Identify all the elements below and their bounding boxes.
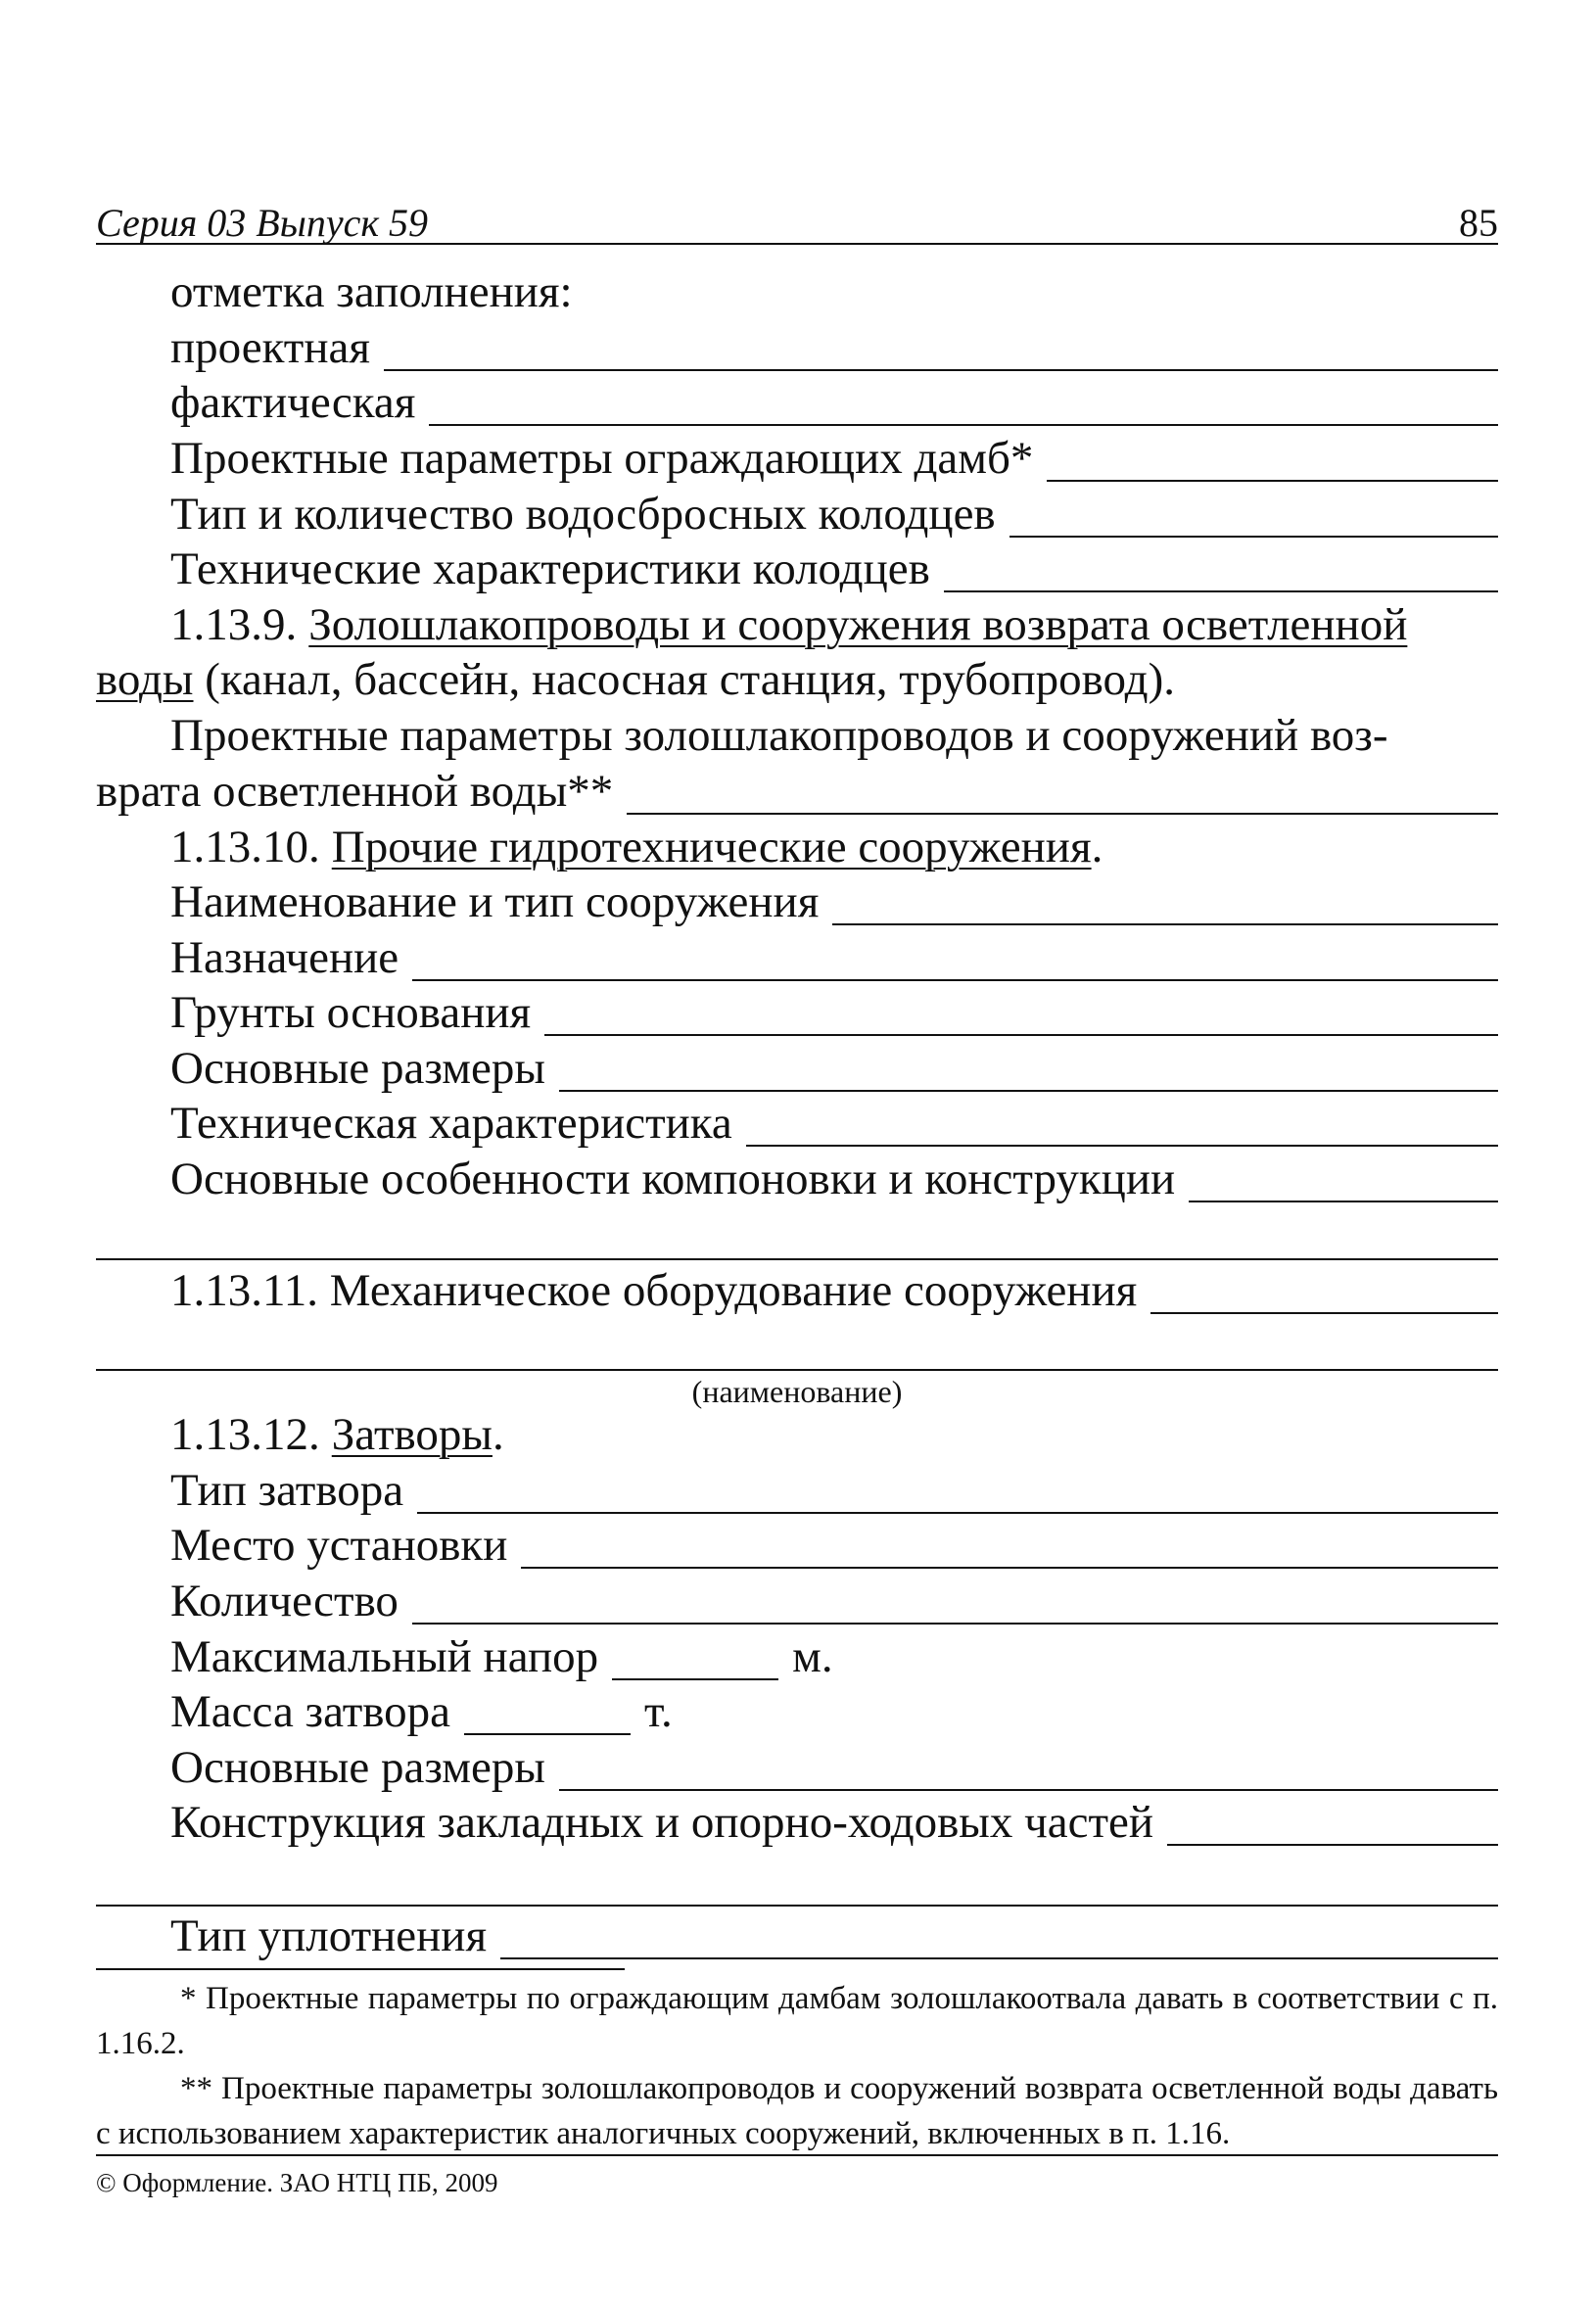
footnote-1-text: * Проектные параметры по ограждающим дамбам золошлакоотвала давать в соответствии с п. 1.16.2. bbox=[96, 1981, 1498, 2061]
install-place-blank bbox=[521, 1567, 1498, 1569]
gate-mass-line bbox=[170, 1688, 1498, 1745]
actual-line bbox=[170, 379, 1498, 436]
footnote-separator bbox=[96, 1968, 625, 1970]
fill-mark-line bbox=[170, 268, 1498, 325]
embedded-parts-line bbox=[170, 1799, 1498, 1856]
gate-mass-blank bbox=[464, 1733, 631, 1735]
layout-features-label: Основные особенности компоновки и конструкции bbox=[170, 1154, 1176, 1204]
embedded-parts-blank-line bbox=[96, 1905, 1498, 1907]
embedded-parts-blank bbox=[1167, 1844, 1498, 1846]
running-header bbox=[96, 192, 1498, 245]
name-type-line bbox=[170, 878, 1498, 935]
design-label: проектная bbox=[170, 322, 370, 373]
section-1-13-12-dot: . bbox=[492, 1409, 504, 1460]
pipes-params-line-2 bbox=[96, 768, 1498, 824]
soils-line bbox=[170, 989, 1498, 1046]
gate-dims-blank bbox=[559, 1789, 1498, 1791]
section-1-13-10-number: 1.13.10. bbox=[170, 822, 320, 872]
section-1-13-11-line bbox=[170, 1267, 1498, 1324]
main-dims-label: Основные размеры bbox=[170, 1043, 545, 1094]
section-1-13-12-heading bbox=[170, 1411, 1498, 1468]
section-1-13-11-blank bbox=[1150, 1312, 1498, 1314]
design-line bbox=[170, 324, 1498, 381]
section-1-13-10-dot: . bbox=[1091, 822, 1103, 872]
copyright-notice: © Оформление. ЗАО НТЦ ПБ, 2009 bbox=[96, 2168, 498, 2197]
footnote-2 bbox=[96, 2021, 1498, 2156]
install-place-line bbox=[170, 1522, 1498, 1578]
section-1-13-9-heading bbox=[170, 601, 1498, 658]
max-head-label: Максимальный напор bbox=[170, 1631, 599, 1682]
gate-type-line bbox=[170, 1467, 1498, 1524]
quantity-label: Количество bbox=[170, 1576, 399, 1626]
seal-type-line bbox=[170, 1912, 1498, 1969]
tech-char-blank bbox=[746, 1145, 1498, 1147]
dam-params-line bbox=[170, 435, 1498, 492]
pipes-params-label: Проектные параметры золошлакопроводов и сооружений воз- bbox=[170, 710, 1388, 761]
section-1-13-10-title: Прочие гидротехнические сооружения bbox=[331, 822, 1092, 872]
purpose-label: Назначение bbox=[170, 932, 399, 983]
quantity-blank bbox=[412, 1623, 1498, 1625]
wells-type-blank bbox=[1009, 536, 1498, 538]
actual-label: фактическая bbox=[170, 377, 416, 428]
layout-features-line bbox=[170, 1155, 1498, 1212]
wells-tech-label: Технические характеристики колодцев bbox=[170, 543, 930, 594]
purpose-line bbox=[170, 934, 1498, 991]
section-1-13-10-heading bbox=[170, 824, 1498, 880]
section-1-13-12-number: 1.13.12. bbox=[170, 1409, 320, 1460]
gate-type-label: Тип затвора bbox=[170, 1465, 404, 1516]
section-1-13-9-parenthetical: (канал, бассейн, насосная станция, трубопровод). bbox=[193, 654, 1175, 705]
name-type-blank bbox=[832, 923, 1498, 925]
purpose-blank bbox=[412, 979, 1498, 981]
quantity-line bbox=[170, 1578, 1498, 1634]
main-dims-blank bbox=[559, 1090, 1498, 1092]
embedded-parts-label: Конструкция закладных и опорно-ходовых частей bbox=[170, 1797, 1154, 1848]
section-1-13-9-number: 1.13.9. bbox=[170, 599, 298, 650]
seal-type-label: Тип уплотнения bbox=[170, 1910, 488, 1961]
gate-type-blank bbox=[417, 1512, 1498, 1514]
dam-params-blank bbox=[1047, 480, 1498, 482]
pipes-params-label-end: врата осветленной воды** bbox=[96, 766, 614, 817]
section-1-13-9-title: Золошлакопроводы и сооружения возврата осветленной bbox=[308, 599, 1408, 650]
soils-blank bbox=[544, 1034, 1498, 1036]
gate-mass-label: Масса затвора bbox=[170, 1686, 451, 1737]
equipment-name-blank-line bbox=[96, 1369, 1498, 1371]
install-place-label: Место установки bbox=[170, 1520, 508, 1571]
actual-blank bbox=[429, 424, 1498, 426]
gate-mass-unit: т. bbox=[644, 1686, 673, 1737]
section-1-13-12-title: Затворы bbox=[331, 1409, 493, 1460]
fill-mark-label: отметка заполнения: bbox=[170, 266, 573, 317]
wells-type-line bbox=[170, 491, 1498, 547]
footer-rule bbox=[96, 2154, 1498, 2156]
gate-dims-label: Основные размеры bbox=[170, 1742, 545, 1793]
gate-dims-line bbox=[170, 1744, 1498, 1801]
pipes-params-blank bbox=[627, 813, 1498, 815]
main-dims-line bbox=[170, 1045, 1498, 1102]
max-head-line bbox=[170, 1633, 1498, 1690]
design-blank bbox=[384, 369, 1498, 371]
seal-type-blank bbox=[500, 1957, 1498, 1959]
equipment-name-caption: (наименование) bbox=[691, 1374, 903, 1409]
wells-tech-blank bbox=[944, 590, 1498, 592]
layout-features-blank-line bbox=[96, 1258, 1498, 1260]
max-head-unit: м. bbox=[792, 1631, 833, 1682]
page-number: 85 bbox=[1459, 201, 1498, 245]
section-1-13-9-continuation bbox=[96, 656, 1498, 713]
max-head-blank bbox=[612, 1678, 778, 1680]
name-type-label: Наименование и тип сооружения bbox=[170, 876, 820, 927]
layout-features-blank bbox=[1189, 1201, 1498, 1202]
wells-type-label: Тип и количество водосбросных колодцев bbox=[170, 489, 996, 540]
wells-tech-line bbox=[170, 545, 1498, 602]
soils-label: Грунты основания bbox=[170, 987, 532, 1038]
section-1-13-9-title-end: воды bbox=[96, 654, 194, 705]
footnote-2-text: ** Проектные параметры золошлакопроводов и сооружений возврата осветленной воды давать с использованием характеристик аналогичных сооружений, включенных в п. 1.16. bbox=[96, 2071, 1498, 2151]
tech-char-label: Техническая характеристика bbox=[170, 1098, 732, 1149]
series-label: Серия 03 Выпуск 59 bbox=[96, 201, 429, 245]
section-1-13-11-label: 1.13.11. Механическое оборудование сооружения bbox=[170, 1265, 1138, 1316]
pipes-params-line bbox=[170, 712, 1498, 769]
tech-char-line bbox=[170, 1100, 1498, 1156]
dam-params-label: Проектные параметры ограждающих дамб* bbox=[170, 433, 1034, 484]
